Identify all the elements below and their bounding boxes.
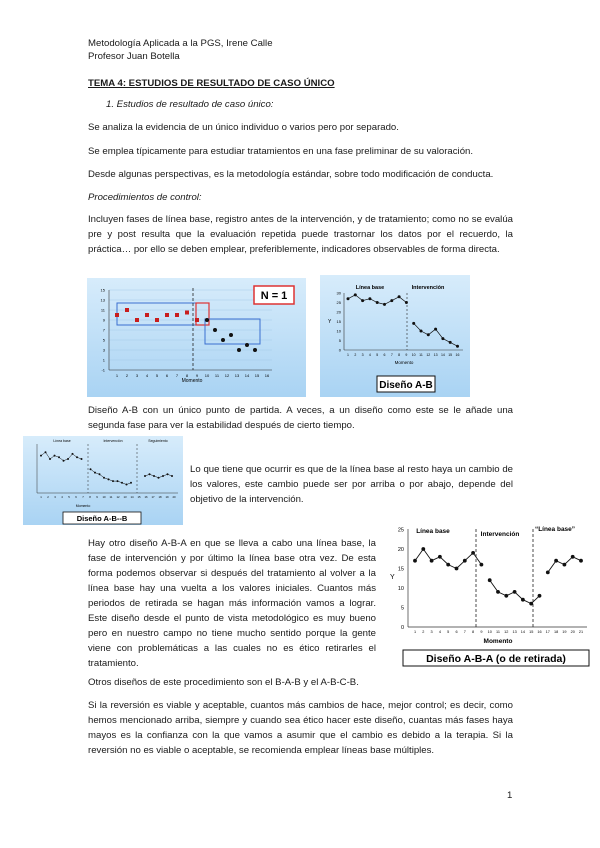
figure-ab-point: [383, 303, 386, 306]
figure-n1-intervention-point: [229, 333, 233, 337]
figure-abb-x-tick: 10: [102, 495, 106, 499]
figure-n1-x-tick: 5: [155, 373, 159, 378]
figure-ab-x-tick: 10: [411, 353, 416, 357]
figure-aba-y-tick: 0: [400, 625, 404, 631]
figure-n1-y-tick: 1: [102, 357, 105, 363]
figure-n1-baseline-point: [195, 318, 199, 322]
figure-aba-x-tick: 16: [537, 630, 542, 634]
figure-abb-x-tick: 20: [172, 495, 176, 499]
figure-abb-point: [90, 468, 92, 470]
figure-n1-x-label: Momento: [181, 378, 203, 384]
figure-n1-badge: N = 1: [260, 290, 288, 302]
figure-n1-x-tick: 3: [135, 373, 139, 378]
figure-aba-x-tick: 20: [570, 630, 575, 634]
figure-abb-chart: [23, 436, 183, 525]
figure-ab-point: [368, 297, 371, 300]
figure-aba-x-tick: 12: [504, 630, 509, 634]
figure-ab-label-intervention: Intervención: [411, 285, 445, 291]
paragraph-1: Se analiza la evidencia de un único individuo o varios pero por separado.: [88, 122, 399, 133]
figure-abb-point: [45, 451, 47, 453]
figure-abb-x-tick: 15: [137, 495, 141, 499]
figure-n1-y-tick: 3: [102, 347, 105, 353]
figure-n1-y-tick: 13: [100, 297, 105, 303]
figure-n1-y-tick: -1: [101, 367, 105, 373]
figure-aba-x-tick: 6: [455, 630, 458, 634]
figure-ab-caption: Diseño A-B: [379, 380, 433, 391]
figure-ab-point: [420, 330, 423, 333]
figure-n1-baseline-point: [185, 311, 189, 315]
figure-abb-point: [153, 475, 155, 477]
figure-aba-x-tick: 18: [553, 630, 559, 634]
figure-abb-x-tick: 11: [109, 495, 113, 499]
figure-n1-x-tick: 13: [234, 373, 240, 378]
figure-aba-x-tick: 21: [578, 630, 584, 634]
figure-n1-x-tick: 10: [204, 373, 210, 378]
figure-ab-y-tick: 20: [336, 309, 341, 315]
figure-ab-y-tick: 15: [336, 319, 341, 324]
figure-abb-point: [58, 456, 60, 458]
figure-abb-x-tick: 13: [123, 495, 127, 499]
figure-abb-x-tick: 6: [75, 495, 77, 499]
figure-abb-point: [121, 482, 123, 484]
figure-aba-x-tick: 11: [496, 630, 500, 634]
figure-abb-point: [126, 484, 128, 486]
figure-ab-y-tick: 5: [338, 338, 341, 343]
figure-aba-label-baseline: Línea base: [416, 528, 450, 535]
figure-ab-x-tick: 8: [398, 353, 401, 357]
header-line-1: Metodología Aplicada a la PGS, Irene Calle: [88, 38, 273, 49]
figure-aba-point: [421, 547, 425, 551]
page-number: 1: [507, 790, 513, 801]
figure-aba-y-label: Y: [390, 574, 395, 581]
figure-abb-point: [103, 477, 105, 479]
figure-abb-x-tick: 8: [89, 495, 91, 499]
figure-aba-point: [463, 559, 467, 563]
figure-abb-point: [167, 473, 169, 475]
figure-aba-point: [579, 559, 583, 563]
figure-ab-point: [347, 297, 350, 300]
figure-aba-chart: [383, 519, 591, 667]
figure-aba-point: [488, 578, 492, 582]
figure-aba-y-tick: 5: [400, 605, 404, 612]
figure-n1-baseline-point: [175, 313, 179, 317]
figure-abb-x-tick: 19: [165, 495, 169, 499]
figure-n1-x-tick: 14: [244, 373, 250, 378]
figure-ab-x-tick: 15: [448, 353, 453, 357]
figure-aba-x-tick: 17: [545, 630, 550, 634]
figure-ab-x-tick: 4: [368, 353, 371, 357]
figure-abb-point: [130, 482, 132, 484]
figure-ab-point: [449, 341, 452, 344]
figure-abb-point: [99, 473, 101, 475]
figure-ab-point: [390, 299, 393, 302]
figure-ab-chart: [320, 275, 470, 397]
figure-aba-point: [521, 598, 525, 602]
figure-n1-baseline-point: [145, 313, 149, 317]
figure-n1-x-tick: 1: [115, 373, 119, 378]
figure-abb-x-tick: 5: [68, 495, 70, 499]
figure-aba-x-tick: 15: [529, 630, 534, 634]
subheading-procedimientos: Procedimientos de control:: [88, 192, 202, 203]
figure-abb-point: [149, 473, 151, 475]
figure-ab-x-tick: 1: [347, 353, 349, 357]
figure-abb-x-tick: 2: [47, 495, 49, 499]
figure-ab-y-tick: 0: [338, 347, 341, 353]
figure-abb-point: [117, 480, 119, 482]
figure-aba-x-tick: 8: [472, 630, 475, 634]
header-line-2: Profesor Juan Botella: [88, 51, 180, 62]
figure-abb-point: [54, 455, 56, 457]
figure-ab-y-tick: 30: [336, 290, 341, 296]
figure-ab-y-tick: 25: [336, 300, 341, 305]
figure-n1-y-tick: 5: [102, 337, 105, 343]
figure-n1-x-tick: 2: [125, 373, 129, 378]
figure-abb-point: [72, 453, 74, 455]
figure-ab-label-baseline: Línea base: [355, 285, 385, 291]
figure-ab-point: [456, 345, 459, 348]
figure-abb-x-tick: 4: [61, 495, 63, 499]
figure-aba-x-tick: 7: [463, 630, 466, 634]
figure-ab-x-tick: 3: [361, 353, 364, 357]
figure-abb-point: [162, 475, 164, 477]
figure-n1-baseline-point: [135, 318, 139, 322]
figure-abb-point: [112, 480, 114, 482]
figure-abb-x-label: Momento: [75, 504, 91, 508]
figure-n1-x-tick: 16: [264, 373, 270, 378]
figure-n1-x-tick: 8: [185, 373, 189, 378]
figure-ab-point: [434, 328, 437, 331]
figure-aba-x-label: Momento: [483, 638, 513, 645]
figure-aba-y-tick: 10: [397, 586, 404, 592]
figure-n1-intervention-point: [237, 348, 241, 352]
page-title: TEMA 4: ESTUDIOS DE RESULTADO DE CASO ÚNICO: [88, 78, 335, 89]
figure-abb-x-tick: 17: [151, 495, 155, 499]
figure-aba-x-tick: 1: [413, 630, 417, 634]
figure-aba-point: [430, 559, 434, 563]
figure-n1-intervention-point: [205, 318, 209, 322]
figure-abb-label-intervention: Intervención: [103, 439, 123, 443]
figure-aba-y-tick: 20: [397, 547, 404, 553]
figure-n1-y-tick: 9: [102, 317, 105, 323]
figure-ab-x-tick: 6: [383, 353, 386, 357]
figure-abb-label-followup: Seguimiento: [148, 439, 168, 443]
section-heading: 1. Estudios de resultado de caso único:: [106, 99, 274, 110]
figure-n1-x-tick: 7: [175, 373, 179, 378]
figure-aba-point: [413, 559, 417, 563]
figure-aba-x-tick: 14: [520, 630, 526, 634]
paragraph-3: Desde algunas perspectivas, es la metodología estándar, sobre todo modificación de conducta.: [88, 169, 494, 180]
figure-ab-point: [412, 322, 415, 325]
paragraph-6: Lo que tiene que ocurrir es que de la línea base al resto haya un cambio de los valores, este cambio puede ser por arriba o por abajo, depende del objetivo de la intervención.: [190, 464, 513, 505]
figure-ab-x-tick: 7: [390, 353, 393, 357]
figure-n1-x-tick: 9: [195, 373, 199, 378]
figure-ab-x-tick: 13: [433, 353, 438, 357]
figure-aba-point: [554, 559, 558, 563]
figure-n1-baseline-point: [115, 313, 119, 317]
figure-abb-x-tick: 12: [116, 495, 120, 499]
figure-aba-x-tick: 10: [487, 630, 492, 634]
figure-abb-point: [67, 458, 69, 460]
paragraph-4: Incluyen fases de línea base, registro antes de la intervención, y de tratamiento; como no se evalúa pre y post resulta que la evaluación repetida puede trastornar los datos por el recuerdo, la práctica… por ello se deben emplear, preferiblemente, indicadores observables de forma directa.: [88, 214, 513, 255]
paragraph-9: Si la reversión es viable y aceptable, cuantos más cambios de hace, mejor control; es decir, como hemos mencionado arriba, siempre y cuando sea ético hacer este diseño, cuantas más fases haya mayos es la confianza con la que vamos a asumir que el cambio es debido a la terapia. Si la reversión no es viable o aceptable, se recomienda emplear líneas base múltiples.: [88, 700, 513, 756]
figure-n1-x-tick: 4: [145, 373, 149, 378]
figure-aba-point: [571, 555, 575, 559]
figure-abb-point: [108, 478, 110, 480]
figure-aba-y-tick: 15: [397, 566, 404, 573]
figure-abb-x-tick: 9: [96, 495, 98, 499]
figure-ab-x-tick: 9: [405, 353, 408, 357]
figure-aba-point: [438, 555, 442, 559]
figure-ab-x-tick: 14: [440, 353, 445, 357]
figure-abb-point: [63, 460, 65, 462]
figure-abb-x-tick: 1: [40, 495, 42, 499]
figure-aba-x-tick: 4: [438, 630, 441, 634]
figure-aba-point: [504, 594, 508, 598]
figure-aba-x-tick: 5: [447, 630, 450, 634]
figure-ab-y-label: Y: [328, 319, 332, 325]
paragraph-5: Diseño A-B con un único punto de partida. A veces, a un diseño como este se le añade una segunda fase para ver la estabilidad después de cierto tiempo.: [88, 405, 513, 431]
figure-aba-y-tick: 25: [397, 527, 404, 534]
figure-abb-x-tick: 14: [130, 495, 134, 499]
figure-abb-point: [49, 458, 51, 460]
figure-aba-x-tick: 3: [430, 630, 433, 634]
figure-abb-point: [94, 472, 96, 474]
figure-ab-point: [405, 301, 408, 304]
figure-abb-point: [76, 456, 78, 458]
figure-aba-label-intervention: Intervención: [480, 531, 520, 538]
figure-aba-point: [480, 563, 484, 567]
figure-ab-x-tick: 12: [426, 353, 431, 357]
figure-abb-point: [171, 475, 173, 477]
figure-ab-point: [427, 333, 430, 336]
figure-n1-x-tick: 15: [254, 373, 260, 378]
figure-aba-point: [513, 590, 517, 594]
figure-ab-point: [361, 299, 364, 302]
paragraph-7: Hay otro diseño A-B-A en que se lleva a cabo una línea base, la fase de intervención y por último la línea base otra vez. De esta forma podemos observar si después del tratamiento al volver a la línea base hay una vuelta a los valores iniciales. Cuantos más periodos de retirada se hagan más información vamos a lograr. Este diseño desde el punto de vista metodológico es muy bueno pero en nuestro campo no tiene mucho sentido porque la gente viene con problemáticas a las cuales no es ético retirarles el tratamiento.: [88, 538, 376, 669]
figure-abb-caption: Diseño A-B--B: [76, 514, 128, 523]
figure-aba-point: [546, 571, 550, 575]
figure-aba-point: [538, 594, 542, 598]
figure-n1-y-tick: 7: [102, 327, 105, 333]
figure-n1-intervention-point: [245, 343, 249, 347]
figure-aba-point: [471, 551, 475, 555]
figure-n1-intervention-point: [253, 348, 257, 352]
figure-n1-intervention-point: [221, 338, 225, 342]
figure-ab-x-tick: 2: [354, 353, 357, 357]
figure-ab-x-tick: 5: [376, 353, 379, 357]
figure-abb-x-tick: 16: [144, 495, 148, 499]
figure-aba-caption: Diseño A-B-A (o de retirada): [426, 653, 566, 665]
figure-ab-point: [376, 301, 379, 304]
figure-abb-x-tick: 3: [54, 495, 56, 499]
figure-abb-point: [158, 477, 160, 479]
figure-abb-label-baseline: Línea base: [53, 439, 71, 443]
figure-n1-y-tick: 15: [100, 287, 105, 293]
figure-n1-intervention-point: [213, 328, 217, 332]
paragraph-2: Se emplea típicamente para estudiar tratamientos en una fase preliminar de su valoración.: [88, 146, 474, 157]
figure-aba-point: [529, 602, 533, 606]
figure-aba-point: [446, 563, 450, 567]
figure-aba-point: [563, 563, 567, 567]
figure-aba-x-tick: 2: [422, 630, 425, 634]
figure-n1-baseline-point: [125, 308, 129, 312]
figure-n1-y-tick: 11: [100, 307, 105, 313]
figure-abb-point: [81, 458, 83, 460]
figure-n1-baseline-point: [155, 318, 159, 322]
figure-abb-point: [40, 455, 42, 457]
figure-n1-x-tick: 11: [214, 373, 220, 378]
figure-aba-x-tick: 19: [562, 630, 567, 634]
figure-aba-point: [455, 567, 459, 571]
figure-abb-x-tick: 7: [82, 495, 84, 499]
figure-ab-point: [398, 295, 401, 298]
figure-aba-x-tick: 13: [512, 630, 517, 634]
figure-aba-point: [496, 590, 500, 594]
figure-ab-point: [441, 337, 444, 340]
figure-abb-x-tick: 18: [158, 495, 162, 499]
figure-ab-y-tick: 10: [336, 328, 341, 334]
figure-n1-x-tick: 12: [224, 373, 230, 378]
figure-ab-x-tick: 16: [455, 353, 460, 357]
figure-n1-chart: [87, 278, 306, 397]
paragraph-8: Otros diseños de este procedimiento son el B-A-B y el A-B-C-B.: [88, 677, 359, 688]
figure-n1-x-tick: 6: [165, 373, 169, 378]
figure-ab-x-tick: 11: [419, 353, 423, 357]
figure-ab-point: [354, 293, 357, 296]
figure-abb-point: [144, 475, 146, 477]
figure-aba-x-tick: 9: [480, 630, 483, 634]
figure-n1-baseline-point: [165, 313, 169, 317]
figure-ab-x-label: Momento: [394, 360, 414, 365]
figure-aba-label-baseline-2: “Línea base”: [534, 526, 576, 533]
